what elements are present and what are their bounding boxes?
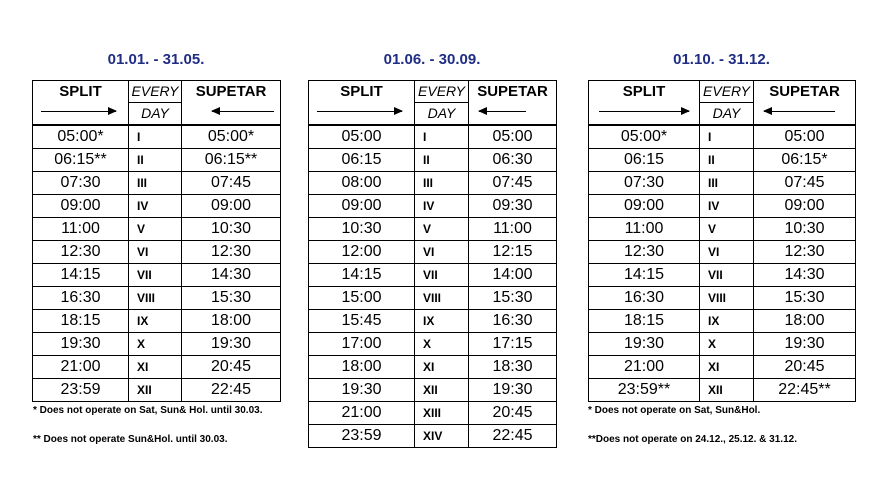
table-row [309,264,557,287]
departure-split: 23:59 [309,425,415,448]
every-day-header [700,81,754,126]
day-label: DAY [129,102,181,124]
from-header [33,81,129,126]
from-header [309,81,415,126]
departure-supetar: 09:00 [754,195,856,218]
trip-number: II [700,149,754,172]
departure-split: 05:00* [589,125,700,149]
period-heading: 01.10. - 31.12. [673,51,770,68]
every-day-header [415,81,469,126]
table-row [309,125,557,149]
timetable [588,80,856,402]
departure-supetar: 18:30 [469,356,557,379]
table-row [33,149,281,172]
departure-supetar: 19:30 [469,379,557,402]
table-row [589,218,856,241]
departure-supetar: 06:15* [754,149,856,172]
departure-supetar: 06:30 [469,149,557,172]
trip-number: X [415,333,469,356]
departure-split: 19:30 [589,333,700,356]
trip-number: XI [700,356,754,379]
trip-number: IV [700,195,754,218]
table-row [309,149,557,172]
trip-number: X [129,333,182,356]
departure-supetar: 22:45** [754,379,856,402]
departure-split: 18:15 [589,310,700,333]
table-row [309,425,557,448]
table-row [589,195,856,218]
table-row [309,402,557,425]
table-row [589,356,856,379]
departure-split: 08:00 [309,172,415,195]
trip-number: I [129,125,182,149]
to-label: SUPETAR [769,83,840,100]
every-label: EVERY [703,83,750,99]
departure-split: 21:00 [309,402,415,425]
trip-number: IX [129,310,182,333]
from-label: SPLIT [340,83,383,100]
departure-supetar: 12:30 [754,241,856,264]
every-day-header [129,81,182,126]
arrow-left-icon [479,111,526,112]
table-row [589,379,856,402]
trip-number: XII [415,379,469,402]
to-header [469,81,557,126]
table-row [33,379,281,402]
footnote: **Does not operate on 24.12., 25.12. & 31.12. [588,434,797,445]
every-label: EVERY [131,83,179,99]
table-row [309,379,557,402]
departure-split: 14:15 [589,264,700,287]
departure-split: 06:15 [589,149,700,172]
trip-number: VII [415,264,469,287]
trip-number: III [415,172,469,195]
departure-split: 09:00 [33,195,129,218]
timetable [32,80,281,402]
from-label: SPLIT [59,83,102,100]
period-heading: 01.06. - 30.09. [383,51,481,68]
departure-split: 09:00 [589,195,700,218]
table-row [589,333,856,356]
trip-number: V [700,218,754,241]
table-row [309,287,557,310]
trip-number: XIII [415,402,469,425]
table-row [309,172,557,195]
trip-number: VII [700,264,754,287]
trip-number: III [129,172,182,195]
trip-number: IX [415,310,469,333]
table-row [589,287,856,310]
departure-split: 10:30 [309,218,415,241]
to-header [754,81,856,126]
table-row [589,172,856,195]
arrow-right-icon [599,111,689,112]
from-header [589,81,700,126]
departure-split: 21:00 [33,356,129,379]
departure-split: 19:30 [33,333,129,356]
arrow-right-icon [41,111,116,112]
departure-supetar: 14:30 [182,264,281,287]
departure-supetar: 09:30 [469,195,557,218]
table-row [589,310,856,333]
period-heading: 01.01. - 31.05. [107,51,205,68]
departure-split: 06:15** [33,149,129,172]
timetable [308,80,557,448]
table-row [33,195,281,218]
departure-supetar: 07:45 [182,172,281,195]
departure-split: 05:00 [309,125,415,149]
trip-number: V [415,218,469,241]
arrow-left-icon [212,111,274,112]
table-row [33,310,281,333]
table-row [589,241,856,264]
departure-supetar: 07:45 [469,172,557,195]
departure-split: 14:15 [33,264,129,287]
departure-supetar: 20:45 [754,356,856,379]
footnote: ** Does not operate Sun&Hol. until 30.03. [33,434,228,445]
departure-supetar: 05:00* [182,125,281,149]
table-row [309,218,557,241]
departure-split: 16:30 [589,287,700,310]
table-row [309,356,557,379]
departure-split: 09:00 [309,195,415,218]
table-row [33,264,281,287]
departure-split: 21:00 [589,356,700,379]
trip-number: VIII [700,287,754,310]
trip-number: IV [129,195,182,218]
trip-number: IX [700,310,754,333]
trip-number: X [700,333,754,356]
departure-supetar: 22:45 [469,425,557,448]
departure-supetar: 20:45 [469,402,557,425]
trip-number: IV [415,195,469,218]
departure-split: 07:30 [589,172,700,195]
to-header [182,81,281,126]
departure-supetar: 05:00 [469,125,557,149]
trip-number: II [129,149,182,172]
arrow-right-icon [317,111,402,112]
departure-supetar: 11:00 [469,218,557,241]
departure-supetar: 10:30 [182,218,281,241]
departure-supetar: 09:00 [182,195,281,218]
table-row [33,241,281,264]
table-row [33,287,281,310]
trip-number: I [415,125,469,149]
table-row [33,356,281,379]
trip-number: II [415,149,469,172]
departure-split: 16:30 [33,287,129,310]
table-row [589,264,856,287]
departure-split: 23:59** [589,379,700,402]
departure-supetar: 16:30 [469,310,557,333]
day-label: DAY [415,102,468,124]
departure-split: 15:45 [309,310,415,333]
departure-split: 15:00 [309,287,415,310]
table-row [33,125,281,149]
departure-supetar: 18:00 [754,310,856,333]
departure-supetar: 15:30 [469,287,557,310]
departure-split: 17:00 [309,333,415,356]
trip-number: XI [129,356,182,379]
departure-supetar: 06:15** [182,149,281,172]
departure-split: 07:30 [33,172,129,195]
trip-number: III [700,172,754,195]
trip-number: XII [129,379,182,402]
footnote: * Does not operate on Sat, Sun&Hol. [588,405,761,416]
to-label: SUPETAR [477,83,548,100]
trip-number: XIV [415,425,469,448]
departure-supetar: 22:45 [182,379,281,402]
departure-supetar: 05:00 [754,125,856,149]
table-row [33,172,281,195]
departure-supetar: 12:30 [182,241,281,264]
table-row [33,218,281,241]
departure-supetar: 14:00 [469,264,557,287]
departure-split: 11:00 [33,218,129,241]
table-row [589,125,856,149]
departure-supetar: 19:30 [754,333,856,356]
departure-supetar: 07:45 [754,172,856,195]
trip-number: XI [415,356,469,379]
departure-split: 19:30 [309,379,415,402]
trip-number: VI [415,241,469,264]
departure-supetar: 15:30 [754,287,856,310]
to-label: SUPETAR [195,83,267,100]
departure-supetar: 14:30 [754,264,856,287]
departure-supetar: 19:30 [182,333,281,356]
table-row [309,310,557,333]
table-row [33,333,281,356]
trip-number: VI [129,241,182,264]
departure-split: 12:30 [33,241,129,264]
departure-split: 12:30 [589,241,700,264]
table-row [309,241,557,264]
departure-split: 14:15 [309,264,415,287]
trip-number: VI [700,241,754,264]
trip-number: XII [700,379,754,402]
trip-number: VIII [415,287,469,310]
table-row [309,333,557,356]
trip-number: VIII [129,287,182,310]
trip-number: VII [129,264,182,287]
departure-split: 18:00 [309,356,415,379]
footnote: * Does not operate on Sat, Sun& Hol. until 30.03. [33,405,263,416]
departure-supetar: 20:45 [182,356,281,379]
departure-split: 06:15 [309,149,415,172]
departure-supetar: 15:30 [182,287,281,310]
departure-split: 23:59 [33,379,129,402]
table-row [309,195,557,218]
departure-supetar: 17:15 [469,333,557,356]
departure-split: 11:00 [589,218,700,241]
trip-number: V [129,218,182,241]
departure-split: 05:00* [33,125,129,149]
departure-supetar: 12:15 [469,241,557,264]
departure-split: 12:00 [309,241,415,264]
departure-supetar: 10:30 [754,218,856,241]
departure-supetar: 18:00 [182,310,281,333]
trip-number: I [700,125,754,149]
arrow-left-icon [764,111,835,112]
from-label: SPLIT [622,83,666,100]
table-row [589,149,856,172]
departure-split: 18:15 [33,310,129,333]
day-label: DAY [700,102,753,124]
every-label: EVERY [418,83,465,99]
